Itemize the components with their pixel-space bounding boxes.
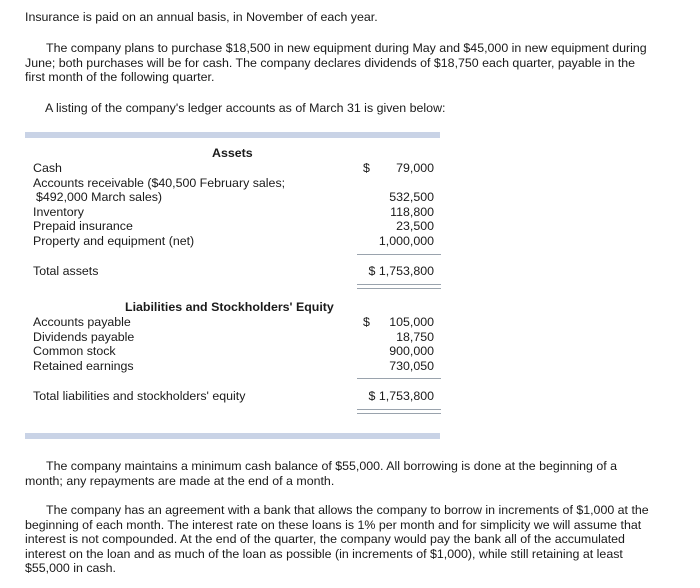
total-assets-label: Total assets (33, 264, 99, 278)
asset-label-inventory: Inventory (33, 205, 84, 219)
asset-value-ar: 532,500 (389, 190, 434, 204)
equity-label-retained: Retained earnings (33, 359, 134, 373)
liab-value-ap: 105,000 (389, 315, 434, 329)
total-liab-value: $ 1,753,800 (368, 389, 434, 403)
asset-label-cash: Cash (33, 161, 62, 175)
asset-value-inventory: 118,800 (390, 205, 434, 219)
asset-value-ppe: 1,000,000 (378, 234, 434, 248)
liabilities-header: Liabilities and Stockholders' Equity (125, 300, 334, 314)
assets-header: Assets (212, 146, 253, 160)
intro-paragraph-equipment: The company plans to purchase $18,500 in new equipment during May and $45,000 in new equipment during June; both purchases will be for cash. The company declares dividends of $18,750 each quarter, payable in the first month of the following quarter. (25, 41, 647, 85)
liab-label-dividends: Dividends payable (33, 330, 135, 344)
asset-label-ar: Accounts receivable ($40,500 February sales; (33, 176, 286, 190)
assets-total-double-rule-2 (357, 288, 441, 289)
total-liab-label: Total liabilities and stockholders' equity (33, 389, 246, 403)
liab-label-ap: Accounts payable (33, 315, 131, 329)
asset-value-prepaid: 23,500 (396, 219, 434, 233)
asset-label-ar-cont: $492,000 March sales) (36, 190, 163, 204)
liab-total-double-rule-1 (357, 409, 441, 410)
asset-dollar-sign: $ (363, 161, 370, 175)
asset-value-cash: 79,000 (396, 161, 434, 175)
liab-dollar-sign: $ (363, 315, 370, 329)
intro-paragraph-listing: A listing of the company's ledger accounts as of March 31 is given below: (45, 101, 446, 115)
table-top-bar (25, 132, 440, 138)
liab-value-dividends: 18,750 (396, 330, 434, 344)
asset-label-prepaid: Prepaid insurance (33, 219, 133, 233)
liab-subtotal-rule (357, 378, 441, 379)
intro-paragraph-insurance: Insurance is paid on an annual basis, in November of each year. (25, 10, 378, 24)
outro-paragraph-cash-balance: The company maintains a minimum cash balance of $55,000. All borrowing is done at the beginning of a month; any repayments are made at the end of a month. (25, 459, 617, 488)
outro-paragraph-bank-agreement: The company has an agreement with a bank that allows the company to borrow in increments of $1,000 at the beginning of each month. The interest rate on these loans is 1% per month and for simplicity we will assume that interest is not compounded. At the end of the quarter, the company would pay the bank all of the accumulated interest on the loan and as much of the loan as possible (in increments of $1,000), while still retaining at least $55,000 in cash. (25, 503, 649, 576)
equity-value-common: 900,000 (389, 344, 434, 358)
table-bottom-bar (25, 433, 440, 439)
assets-subtotal-rule (357, 254, 441, 255)
total-assets-value: $ 1,753,800 (368, 264, 434, 278)
asset-label-ppe: Property and equipment (net) (33, 234, 195, 248)
liab-total-double-rule-2 (357, 413, 441, 414)
assets-total-double-rule-1 (357, 284, 441, 285)
equity-value-retained: 730,050 (389, 359, 434, 373)
equity-label-common: Common stock (33, 344, 116, 358)
